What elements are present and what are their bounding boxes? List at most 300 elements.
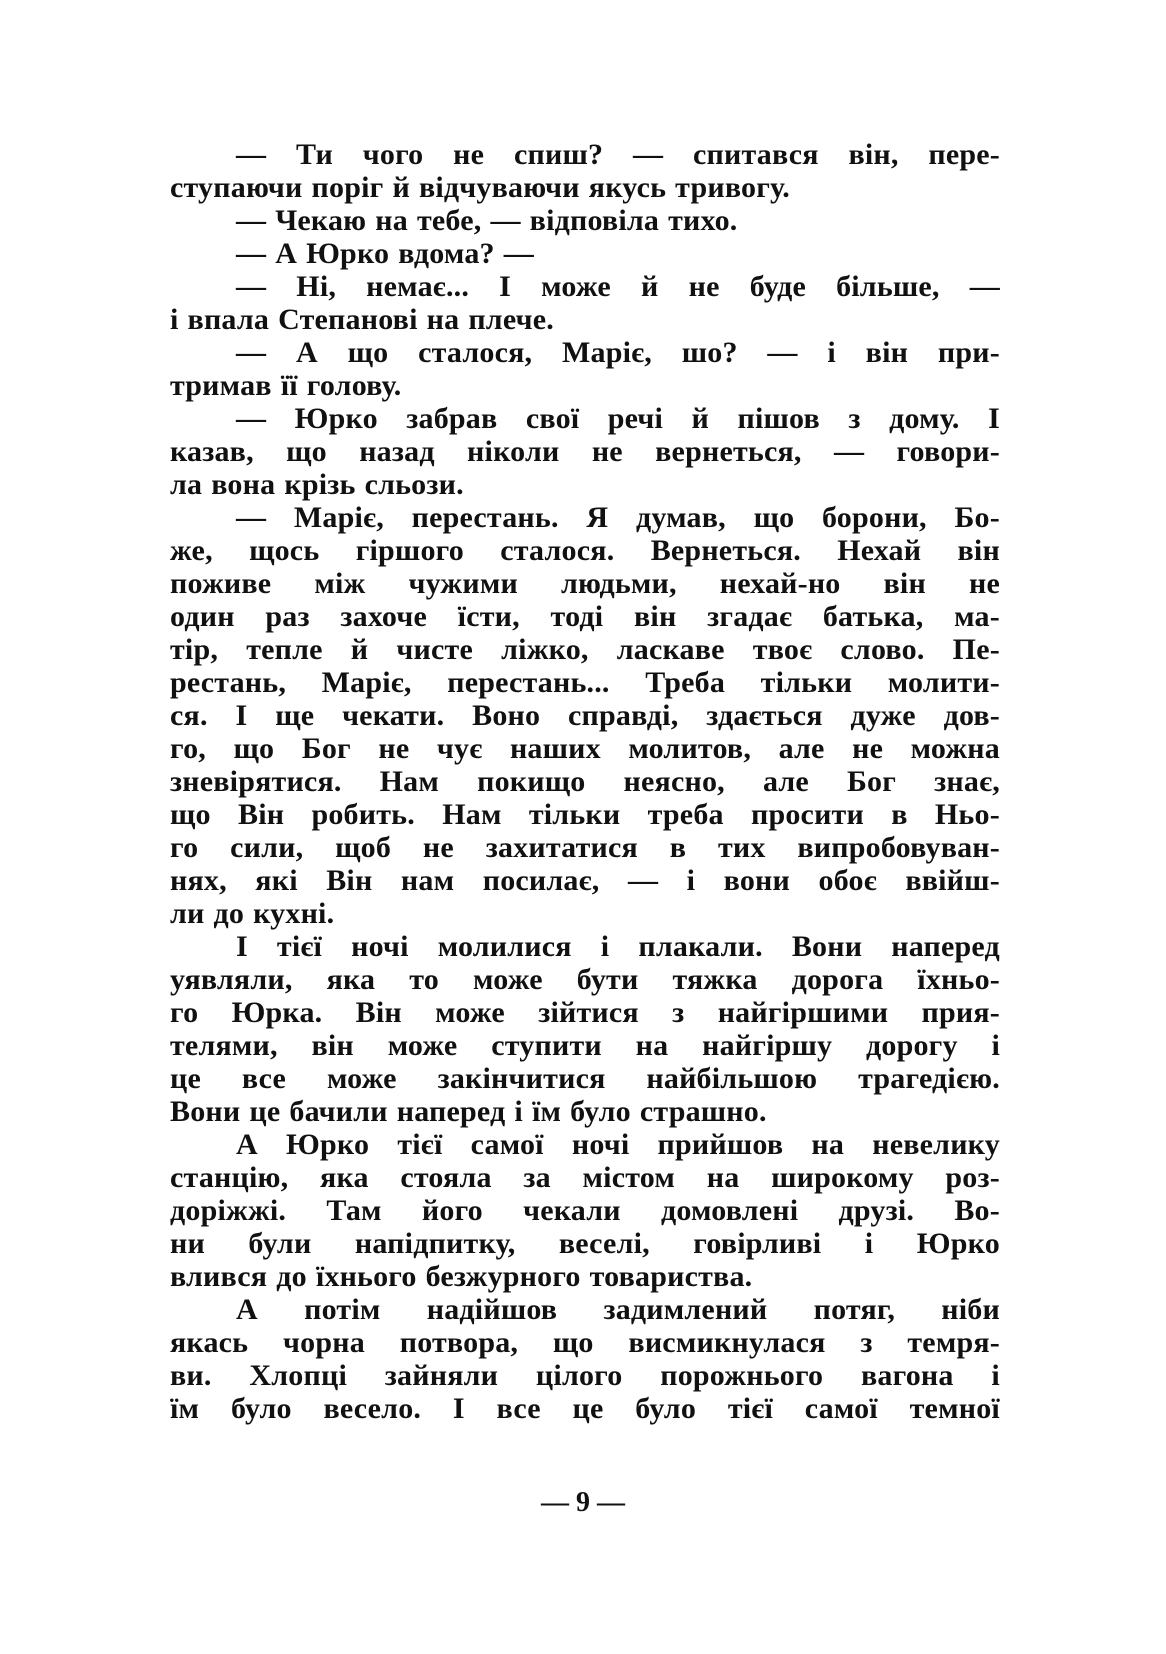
word: вдома? [398,237,495,270]
word: І [452,1392,465,1425]
word: якась [170,1326,249,1359]
word: Він [326,864,373,897]
text-line [170,303,1000,336]
word: — [236,138,267,171]
word: вернеться, [655,435,802,468]
text-line [170,732,1000,765]
word: влився [170,1260,268,1293]
word: справді, [568,699,679,732]
word: на [426,303,460,336]
word: з [860,1326,873,1359]
word: — [503,237,534,270]
text-line [170,567,1000,600]
word: сталося, [418,336,533,369]
word: безжурного [425,1260,581,1293]
word: го [170,996,199,1029]
word: Нам [442,798,502,831]
word: все [241,1062,287,1095]
word: ночі [351,930,409,963]
word: ночі [571,1128,630,1161]
word: ніби [941,1293,1000,1326]
word: може [387,1029,458,1062]
word: вони [723,864,791,897]
word: на [375,204,408,237]
word: нехай-но [719,567,841,600]
word: висмикнулася [628,1326,826,1359]
word: тепле [246,633,323,666]
text-line [170,402,1000,435]
word: між [314,567,366,600]
word: він, [848,138,899,171]
word: ввійш- [905,864,1000,897]
word: — [236,204,267,237]
word: поріг [311,171,384,204]
word: здається [706,699,823,732]
word: Бог [301,732,351,765]
page-number: — 9 — [541,1487,625,1518]
word: — [236,270,267,303]
text-line [170,435,1000,468]
word: і [170,303,179,336]
word: трагедією. [858,1062,1000,1095]
word: крізь [284,468,356,501]
word: згадає [707,600,793,633]
word: невелику [872,1128,1000,1161]
word: самої [804,1392,878,1425]
word: ласкаве [616,633,725,666]
word: — [632,138,664,171]
word: Чекаю [275,204,367,237]
word: телями, [170,1029,278,1062]
word: тієї [397,1128,443,1161]
word: гіршого [355,534,464,567]
word: Треба [645,666,726,699]
word: А [236,1293,258,1326]
text-line [170,1029,1000,1062]
text-line [170,831,1000,864]
word: щоб [335,831,392,864]
text-line [170,798,1000,831]
word: відповіла [529,204,660,237]
word: було [570,1095,631,1128]
text-line [170,897,1000,930]
word: батька, [822,600,924,633]
word: Пе- [952,633,1000,666]
text-line [170,204,1000,237]
word: напідпитку, [354,1227,516,1260]
word: його [421,1194,483,1227]
word: це [170,1062,202,1095]
word: може [541,270,611,303]
word: товариства. [589,1260,753,1293]
word: бачили [289,1095,388,1128]
word: — [833,435,865,468]
word: й [641,270,659,303]
word: Там [326,1194,382,1227]
word: й [392,171,410,204]
word: Хлопці [249,1359,347,1392]
word: випробовуван- [797,831,1000,864]
text-line [170,534,1000,567]
text-line [170,1260,1000,1293]
word: темної [909,1392,1000,1425]
word: твоє [752,633,813,666]
text-line [170,1095,1000,1128]
text-line [170,864,1000,897]
word: нях, [170,864,227,897]
word: неясно, [623,765,725,798]
word: просити [750,798,864,831]
word: Він [355,996,402,1029]
word: й [691,402,710,435]
word: він [883,567,926,600]
word: це [572,1392,604,1425]
word: при- [937,336,1000,369]
word: не [453,138,485,171]
word: тяжка [672,963,758,996]
word: Вони [791,930,863,963]
word: поживе [170,567,272,600]
word: Нехай [837,534,922,567]
word: темря- [907,1326,1000,1359]
word: тієї [727,1392,773,1425]
word: І [235,699,248,732]
word: сили, [230,831,304,864]
word: речі [607,402,664,435]
word: — [627,864,659,897]
text-line [170,171,1000,204]
word: Маріє, [321,666,412,699]
word: Бог [847,765,897,798]
word: Нам [379,765,440,798]
word: І [988,402,1000,435]
word: шо? [681,336,738,369]
word: буде [749,270,806,303]
word: — [490,204,521,237]
word: доріжжі. [170,1194,287,1227]
word: їхнього [315,1260,417,1293]
word: впала [187,303,270,336]
word: на [706,1161,740,1194]
text-line [170,600,1000,633]
word: покищо [477,765,586,798]
word: наших [509,732,601,765]
word: спитався [692,138,819,171]
word: ніколи [467,435,560,468]
word: сльози. [364,468,464,501]
word: Степанові [278,303,418,336]
word: ли [170,897,205,930]
word: їхньо- [917,963,1000,996]
word: чує [436,732,483,765]
word: робить. [311,798,415,831]
word: Вернеться. [650,534,801,567]
word: весело. [323,1392,422,1425]
word: свої [525,402,580,435]
word: — [236,501,267,534]
word: більше, [836,270,940,303]
word: ступаючи [170,171,303,204]
word: І [236,930,248,963]
word: уявляли, [170,963,293,996]
word: тір, [170,633,219,666]
word: страшно. [639,1095,767,1128]
word: наперед [891,930,1000,963]
word: було [635,1392,697,1425]
body-text [170,138,1000,1425]
word: го [170,831,199,864]
word: й [350,633,369,666]
word: ще [275,699,315,732]
word: говірливі [693,1227,822,1260]
word: можна [910,732,1000,765]
word: найгіршими [717,996,889,1029]
word: потвора, [399,1326,519,1359]
word: назад [359,435,435,468]
text-line [170,336,1000,369]
text-line [170,1392,1000,1425]
word: надійшов [426,1293,558,1326]
word: Юрко [286,1128,370,1161]
word: ма- [954,600,1000,633]
word: спиш? [513,138,604,171]
word: чорна [283,1326,365,1359]
word: і [600,930,610,963]
text-line [170,765,1000,798]
word: прийшов [657,1128,784,1161]
word: слово. [840,633,925,666]
word: Юрко [306,237,390,270]
word: бути [576,963,639,996]
word: дов- [943,699,1000,732]
word: пішов [737,402,820,435]
word: Воно [472,699,541,732]
word: ла [170,468,203,501]
word: Юрко [294,402,378,435]
word: він [865,336,909,369]
word: чужими [408,567,518,600]
word: були [248,1227,312,1260]
word: найбільшою [646,1062,818,1095]
word: — [767,336,798,369]
word: го, [170,732,206,765]
text-line [170,963,1000,996]
word: обоє [818,864,877,897]
word: яка [320,1161,369,1194]
word: що [753,501,795,534]
word: але [762,765,809,798]
word: захоче [340,600,427,633]
word: борони, [822,501,927,534]
word: і [686,864,696,897]
word: і [827,336,836,369]
word: їсти, [457,600,520,633]
word: перестань... [447,666,610,699]
word: наперед [396,1095,506,1128]
word: її [280,369,298,402]
word: закінчитися [437,1062,606,1095]
word: нам [400,864,455,897]
word: Ньо- [934,798,1000,831]
word: роз- [945,1161,1000,1194]
word: що [347,336,389,369]
word: Ні, [296,270,337,303]
word: відчуваючи [418,171,580,204]
word: не [688,270,720,303]
word: Ти [296,138,333,171]
word: цілого [535,1359,623,1392]
word: захитатися [485,831,638,864]
word: зайняли [384,1359,499,1392]
word: було [230,1392,292,1425]
word: він [311,1029,354,1062]
word: він [634,600,677,633]
word: ви. [170,1359,212,1392]
text-line [170,1062,1000,1095]
word: це [249,1095,281,1128]
word: А [236,1128,258,1161]
word: не [852,732,884,765]
word: друзі. [838,1194,915,1227]
text-line [170,138,1000,171]
word: Бо- [954,501,1000,534]
word: що [552,1326,594,1359]
word: найгіршу [702,1029,833,1062]
word: ся. [170,699,208,732]
word: і [864,1227,874,1260]
word: він [957,534,1000,567]
text-line [170,1161,1000,1194]
word: веселі, [558,1227,650,1260]
text-line [170,237,1000,270]
word: знає, [934,765,1000,798]
word: в [891,798,908,831]
text-line [170,1227,1000,1260]
word: але [778,732,825,765]
word: за [523,1161,551,1194]
word: — [236,336,267,369]
word: які [255,864,298,897]
text-line [170,1293,1000,1326]
word: тихо. [668,204,738,237]
word: плече. [468,303,554,336]
word: дорогу [866,1029,958,1062]
word: плакали. [638,930,763,963]
text-line [170,1194,1000,1227]
word: зневірятися. [170,765,342,798]
word: що [170,798,211,831]
word: тримав [170,369,272,402]
word: до [213,897,245,930]
word: молити- [887,666,1000,699]
word: не [968,567,1000,600]
word: їм [170,1392,200,1425]
word: яка [326,963,376,996]
word: тієї [276,930,323,963]
word: і [991,1359,1000,1392]
word: і [514,1095,523,1128]
text-line [170,996,1000,1029]
word: Вони [170,1095,241,1128]
word: може [326,1062,397,1095]
word: тільки [760,666,853,699]
word: пере- [928,138,1000,171]
text-line [170,666,1000,699]
word: немає... [366,270,470,303]
word: ступити [491,1029,602,1062]
word: вагона [861,1359,954,1392]
word: містом [582,1161,676,1194]
text-line [170,930,1000,963]
word: щось [249,534,320,567]
word: вона [211,468,276,501]
word: І [499,270,512,303]
word: казав, [170,435,254,468]
word: перестань. [411,501,559,534]
word: дуже [850,699,916,732]
word: з [672,996,685,1029]
word: на [811,1128,845,1161]
word: і [991,1029,1000,1062]
word: рестань, [170,666,287,699]
word: не [378,732,410,765]
word: дорога [791,963,884,996]
text-line [170,468,1000,501]
word: тільки [528,798,621,831]
word: широкому [771,1161,914,1194]
word: все [496,1392,541,1425]
word: людьми, [561,567,677,600]
word: же, [170,534,213,567]
word: стояла [400,1161,492,1194]
word: думав, [635,501,726,534]
text-line [170,699,1000,732]
word: домовлені [661,1194,799,1227]
word: треба [647,798,724,831]
word: прия- [921,996,1000,1029]
word: ліжко, [501,633,589,666]
word: кухні. [253,897,335,930]
word: самої [470,1128,544,1161]
text-line [170,633,1000,666]
word: Маріє, [293,501,384,534]
text-line [170,1359,1000,1392]
word: молилися [437,930,572,963]
word: чисте [396,633,473,666]
word: посилає, [482,864,600,897]
word: А [275,237,298,270]
word: тих [717,831,766,864]
word: порожнього [660,1359,824,1392]
word: — [969,270,1000,303]
word: Я [586,501,609,534]
word: ни [170,1227,205,1260]
word: якусь [588,171,667,204]
text-line [170,270,1000,303]
word: задимлений [603,1293,768,1326]
word: то [409,963,439,996]
word: тоді [550,600,604,633]
word: Во- [954,1194,1000,1227]
word: голову. [306,369,402,402]
word: Маріє, [561,336,652,369]
word: що [286,435,327,468]
word: сталося. [500,534,615,567]
word: чого [362,138,424,171]
word: дому. [889,402,960,435]
word: Юрка. [231,996,323,1029]
word: їм [531,1095,562,1128]
